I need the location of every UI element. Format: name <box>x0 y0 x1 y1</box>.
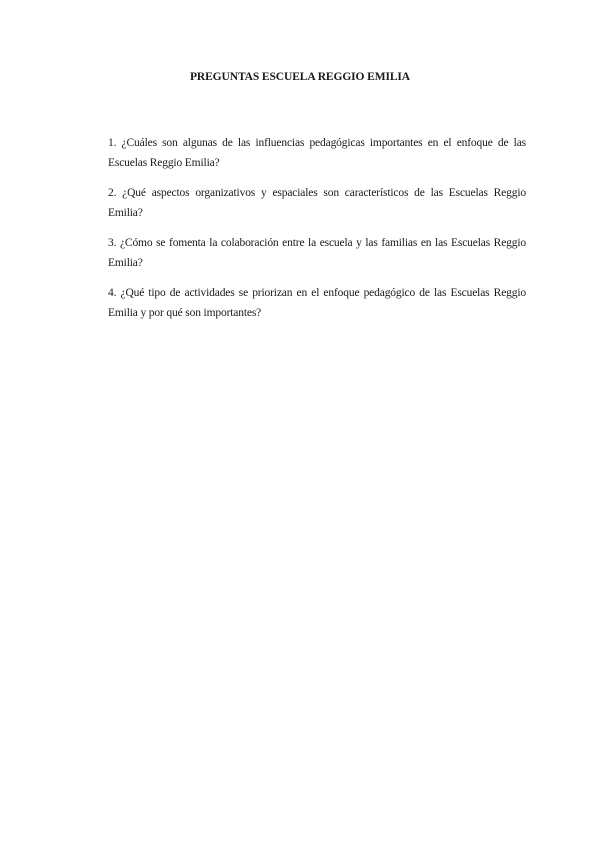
question-1: 1. ¿Cuáles son algunas de las influencias pedagógicas importantes en el enfoque de las Escuelas Reggio Emilia? <box>108 137 526 169</box>
question-list <box>108 133 526 333</box>
document-title: PREGUNTAS ESCUELA REGGIO EMILIA <box>189 71 411 83</box>
question-4: 4. ¿Qué tipo de actividades se priorizan en el enfoque pedagógico de las Escuelas Reggio Emilia y por qué son importantes? <box>108 287 526 319</box>
question-3: 3. ¿Cómo se fomenta la colaboración entre la escuela y las familias en las Escuelas Reggio Emilia? <box>108 237 526 269</box>
question-2: 2. ¿Qué aspectos organizativos y espaciales son característicos de las Escuelas Reggio Emilia? <box>108 187 526 219</box>
